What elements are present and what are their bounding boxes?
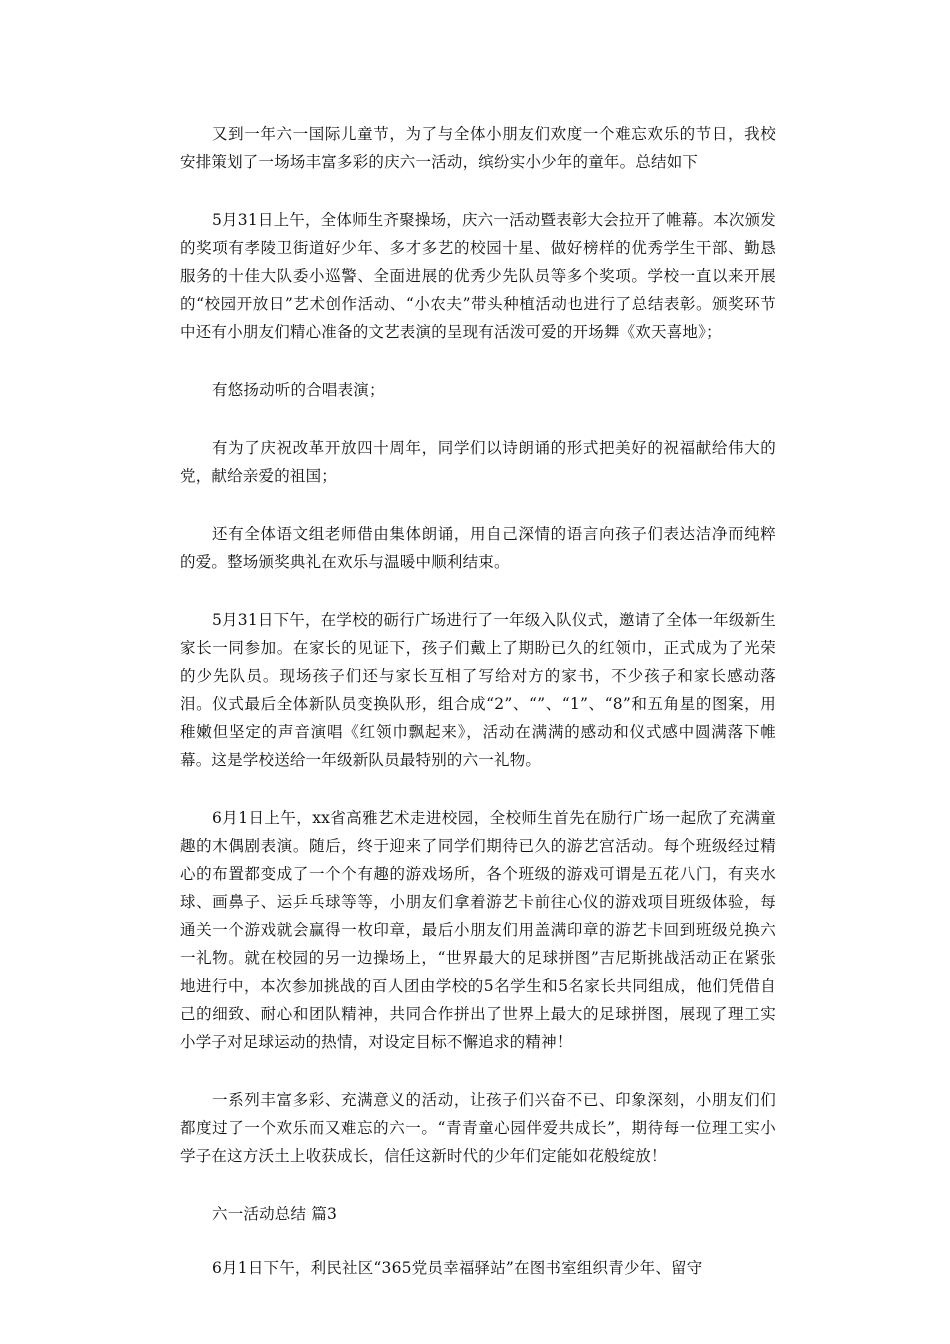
- paragraph-chorus: 有悠扬动听的合唱表演；: [212, 381, 385, 399]
- paragraph-poem-recital: 有为了庆祝改革开放四十周年，同学们以诗朗诵的形式把美好的祝福献给伟大的党，献给亲爱的祖国；: [180, 439, 776, 485]
- paragraph-teacher-recital: 还有全体语文组老师借由集体朗诵，用自己深情的语言向孩子们表达洁净而纯粹的爱。整场颁奖典礼在欢乐与温暖中顺利结束。: [180, 525, 776, 571]
- paragraph-may31-afternoon: 5月31日下午，在学校的砺行广场进行了一年级入队仪式，邀请了全体一年级新生家长一同参加。在家长的见证下，孩子们戴上了期盼已久的红领巾，正式成为了光荣的少先队员。现场孩子们还与家长互相了写给对方的家书，不少孩子和家长感动落泪。仪式最后全体新队员变换队形，组合成“2”、“”、“1”、“8”和五角星的图案，用稚嫩但坚定的声音演唱《红领巾飘起来》，活动在满满的感动和仪式感中圆满落下帷幕。这是学校送给一年级新队员最特别的六一礼物。: [180, 611, 776, 769]
- section-heading: 六一活动总结 篇3: [212, 1205, 338, 1223]
- paragraph-june1-morning: 6月1日上午，xx省高雅艺术走进校园，全校师生首先在励行广场一起欣了充满童趣的木偶剧表演。随后，终于迎来了同学们期待已久的游艺宫活动。每个班级经过精心的布置都变成了一个个有趣的游戏场所，各个班级的游戏可谓是五花八门，有夹水球、画鼻子、运乒乓球等等，小朋友们拿着游艺卡前往心仪的游戏项目班级体验，每通关一个游戏就会赢得一枚印章，最后小朋友们用盖满印章的游艺卡回到班级兑换六一礼物。就在校园的另一边操场上，“世界最大的足球拼图”吉尼斯挑战活动正在紧张地进行中，本次参加挑战的百人团由学校的5名学生和5名家长共同组成，他们凭借自己的细致、耐心和团队精神，共同合作拼出了世界上最大的足球拼图，展现了理工实小学子对足球运动的热情，对设定目标不懈追求的精神！: [180, 809, 776, 1051]
- paragraph-june1-afternoon: 6月1日下午，利民社区“365党员幸福驿站”在图书室组织青少年、留守: [212, 1259, 703, 1277]
- paragraph-may31-morning: 5月31日上午，全体师生齐聚操场，庆六一活动暨表彰大会拉开了帷幕。本次颁发的奖项有孝陵卫街道好少年、多才多艺的校园十星、做好榜样的优秀学生干部、勤恳服务的十佳大队委小巡警、全面进展的优秀少先队员等多个奖项。学校一直以来开展的“校园开放日”艺术创作活动、“小农夫”带头种植活动也进行了总结表彰。颁奖环节中还有小朋友们精心准备的文艺表演的呈现有活泼可爱的开场舞《欢天喜地》；: [180, 211, 776, 341]
- document-page: [180, 120, 776, 1312]
- paragraph-intro: 又到一年六一国际儿童节，为了与全体小朋友们欢度一个难忘欢乐的节日，我校安排策划了一场场丰富多彩的庆六一活动，缤纷实小少年的童年。总结如下: [180, 125, 776, 171]
- paragraph-conclusion: 一系列丰富多彩、充满意义的活动，让孩子们兴奋不已、印象深刻，小朋友们们都度过了一个欢乐而又难忘的六一。“青青童心园伴爱共成长”，期待每一位理工实小学子在这方沃土上收获成长，信任这新时代的少年们定能如花般绽放！: [180, 1091, 776, 1165]
